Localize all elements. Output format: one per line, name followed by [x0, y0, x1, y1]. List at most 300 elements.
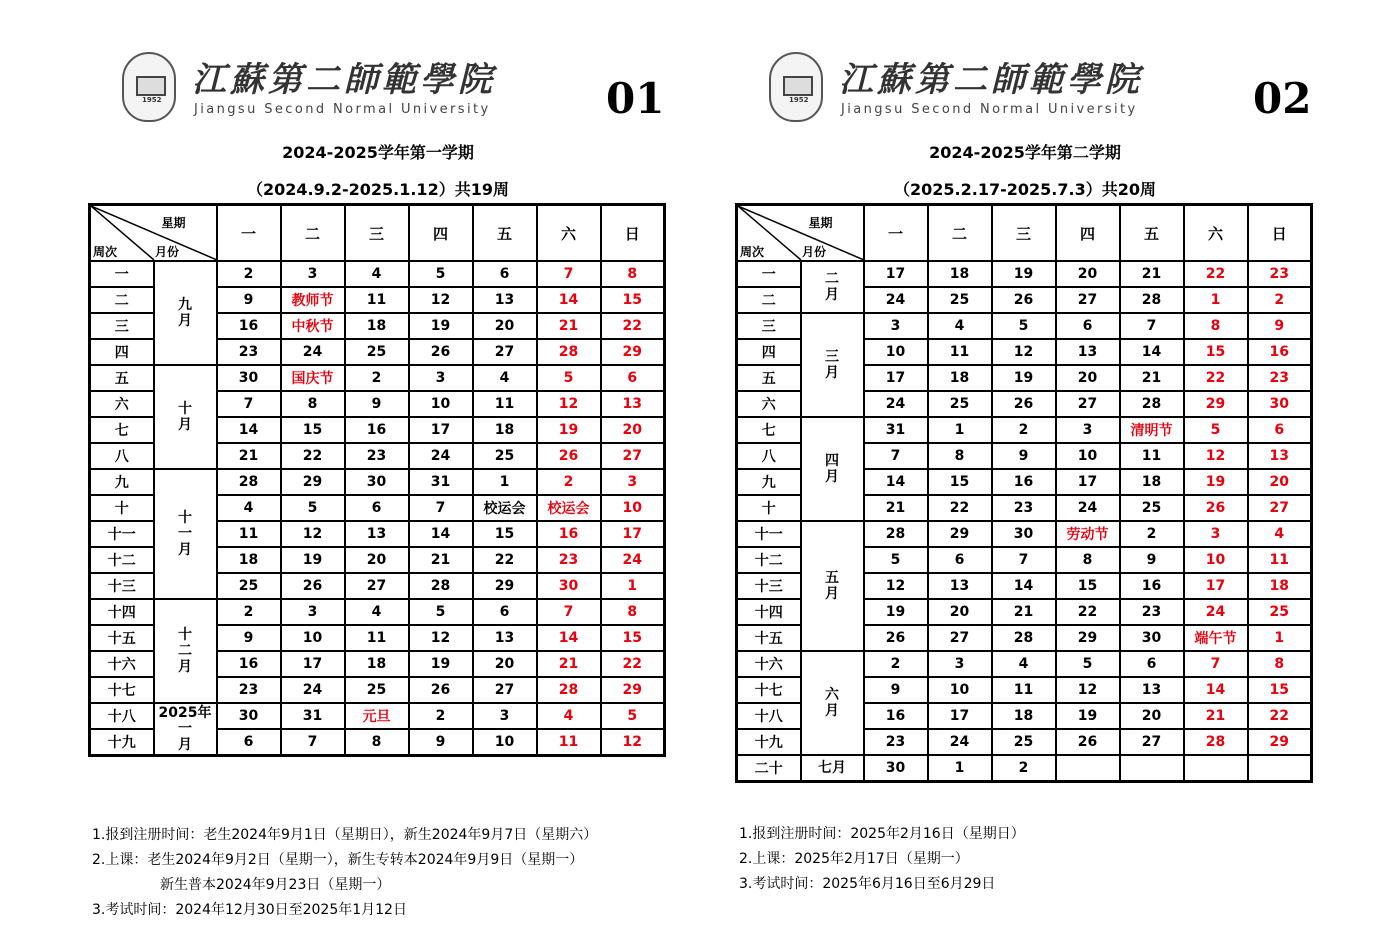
- corner-week-label: 周次: [93, 245, 118, 259]
- day-cell: 12: [1056, 677, 1120, 703]
- month-cell: [801, 521, 864, 651]
- day-cell: 20: [1056, 365, 1120, 391]
- day-cell: 22: [473, 547, 537, 573]
- weekday-header: 四: [1056, 205, 1120, 262]
- month-label: 2025年 一 月: [158, 705, 212, 753]
- day-cell: 28: [409, 573, 473, 599]
- day-cell: 3: [473, 703, 537, 729]
- day-cell: 14: [864, 469, 928, 495]
- month-label: 十 一 月: [178, 510, 192, 558]
- day-cell: 19: [1056, 703, 1120, 729]
- day-cell: 4: [473, 365, 537, 391]
- day-cell: 18: [1248, 573, 1312, 599]
- week-number-cell: 十二: [90, 547, 154, 573]
- university-name-en: Jiangsu Second Normal University: [841, 102, 1138, 117]
- day-cell: 2: [992, 417, 1056, 443]
- day-cell: 12: [409, 287, 473, 313]
- week-number-cell: 十四: [90, 599, 154, 625]
- day-cell: 4: [345, 261, 409, 287]
- table-row: [90, 261, 665, 287]
- day-cell: 29: [601, 339, 665, 365]
- semester-1-calendar-table: [88, 203, 666, 757]
- day-cell: 30: [864, 755, 928, 782]
- day-cell: 28: [992, 625, 1056, 651]
- day-cell: 5: [992, 313, 1056, 339]
- day-cell: 13: [1056, 339, 1120, 365]
- page-number: 02: [1253, 74, 1312, 123]
- semester-2-calendar-table: [735, 203, 1313, 783]
- day-cell: 23: [537, 547, 601, 573]
- day-cell: 25: [345, 677, 409, 703]
- university-name-en: Jiangsu Second Normal University: [194, 102, 491, 117]
- day-cell: 1: [1248, 625, 1312, 651]
- day-cell: 25: [473, 443, 537, 469]
- week-number-cell: 十八: [90, 703, 154, 729]
- day-cell: 20: [601, 417, 665, 443]
- day-cell: 7: [537, 261, 601, 287]
- day-cell: 15: [1248, 677, 1312, 703]
- week-number-cell: 四: [90, 339, 154, 365]
- day-cell: 1: [473, 469, 537, 495]
- day-cell: 15: [473, 521, 537, 547]
- day-cell: 1: [928, 755, 992, 782]
- day-cell: 22: [1184, 365, 1248, 391]
- day-cell: 24: [1056, 495, 1120, 521]
- table-row: [737, 651, 1312, 677]
- day-cell: 16: [537, 521, 601, 547]
- week-number-cell: 十六: [90, 651, 154, 677]
- day-cell: 26: [409, 339, 473, 365]
- week-number-cell: 六: [737, 391, 801, 417]
- day-cell: 16: [1120, 573, 1184, 599]
- day-cell: 11: [928, 339, 992, 365]
- day-cell: 14: [992, 573, 1056, 599]
- month-label: 五 月: [825, 570, 839, 602]
- day-cell: 20: [473, 651, 537, 677]
- day-cell: 2: [1248, 287, 1312, 313]
- day-cell: 7: [281, 729, 345, 756]
- table-row: [90, 469, 665, 495]
- day-cell: 12: [601, 729, 665, 756]
- weekday-header: 日: [1248, 205, 1312, 262]
- weekday-header: 二: [281, 205, 345, 262]
- table-row: [737, 521, 1312, 547]
- day-cell: 27: [928, 625, 992, 651]
- day-cell: 2: [217, 599, 281, 625]
- day-cell: 13: [928, 573, 992, 599]
- month-cell: [154, 703, 217, 756]
- day-cell: 15: [281, 417, 345, 443]
- month-label: 二 月: [825, 271, 839, 303]
- week-number-cell: 二: [737, 287, 801, 313]
- table-row: [90, 365, 665, 391]
- day-cell: 22: [1184, 261, 1248, 287]
- note-line: 1.报到注册时间：老生2024年9月1日（星期日），新生2024年9月7日（星期六）: [92, 827, 598, 843]
- day-cell: 校运会: [473, 495, 537, 521]
- week-number-cell: 一: [737, 261, 801, 287]
- day-cell: 22: [281, 443, 345, 469]
- day-cell: 28: [1120, 391, 1184, 417]
- day-cell: 7: [537, 599, 601, 625]
- day-cell: 23: [217, 339, 281, 365]
- day-cell: 13: [1248, 443, 1312, 469]
- day-cell: 16: [864, 703, 928, 729]
- day-cell: 3: [864, 313, 928, 339]
- day-cell: 6: [601, 365, 665, 391]
- day-cell: 22: [928, 495, 992, 521]
- day-cell: 30: [537, 573, 601, 599]
- day-cell: 31: [281, 703, 345, 729]
- month-cell: [154, 599, 217, 703]
- day-cell: 23: [217, 677, 281, 703]
- day-cell: 15: [1184, 339, 1248, 365]
- day-cell: 8: [345, 729, 409, 756]
- day-cell: 21: [864, 495, 928, 521]
- day-cell: 21: [1120, 261, 1184, 287]
- day-cell: 16: [992, 469, 1056, 495]
- day-cell: 12: [537, 391, 601, 417]
- month-label: 四 月: [825, 453, 839, 485]
- day-cell: 19: [992, 261, 1056, 287]
- day-cell: 11: [1248, 547, 1312, 573]
- month-cell: [154, 365, 217, 469]
- day-cell: 8: [1248, 651, 1312, 677]
- corner-header-cell: [90, 205, 217, 262]
- day-cell: 17: [281, 651, 345, 677]
- day-cell: 11: [473, 391, 537, 417]
- day-cell: 29: [281, 469, 345, 495]
- day-cell: 26: [992, 287, 1056, 313]
- day-cell: 25: [992, 729, 1056, 755]
- header-row: [90, 205, 665, 262]
- day-cell: 29: [1184, 391, 1248, 417]
- day-cell: [1184, 755, 1248, 782]
- day-cell: 24: [928, 729, 992, 755]
- day-cell: 26: [1056, 729, 1120, 755]
- corner-month-label: 月份: [155, 245, 180, 259]
- day-cell: 20: [928, 599, 992, 625]
- week-number-cell: 五: [737, 365, 801, 391]
- week-number-cell: 七: [90, 417, 154, 443]
- corner-weekday-label: 星期: [808, 216, 833, 230]
- day-cell: 16: [345, 417, 409, 443]
- day-cell: 14: [217, 417, 281, 443]
- day-cell: 24: [1184, 599, 1248, 625]
- month-cell: [154, 261, 217, 365]
- day-cell: 29: [601, 677, 665, 703]
- day-cell: 12: [992, 339, 1056, 365]
- day-cell: 29: [473, 573, 537, 599]
- day-cell: 18: [928, 365, 992, 391]
- day-cell: 9: [217, 625, 281, 651]
- day-cell: 4: [537, 703, 601, 729]
- day-cell: 5: [409, 599, 473, 625]
- week-number-cell: 十五: [90, 625, 154, 651]
- day-cell: 校运会: [537, 495, 601, 521]
- weekday-header: 日: [601, 205, 665, 262]
- day-cell: 16: [217, 313, 281, 339]
- day-cell: 29: [1248, 729, 1312, 755]
- day-cell: 12: [409, 625, 473, 651]
- day-cell: 26: [537, 443, 601, 469]
- day-cell: 23: [1248, 365, 1312, 391]
- day-cell: 14: [537, 625, 601, 651]
- month-label: 六 月: [825, 687, 839, 719]
- day-cell: 26: [1184, 495, 1248, 521]
- week-number-cell: 三: [90, 313, 154, 339]
- day-cell: 9: [409, 729, 473, 756]
- day-cell: 17: [928, 703, 992, 729]
- day-cell: 19: [1184, 469, 1248, 495]
- day-cell: 中秋节: [281, 313, 345, 339]
- day-cell: 2: [345, 365, 409, 391]
- day-cell: 28: [864, 521, 928, 547]
- day-cell: 10: [601, 495, 665, 521]
- day-cell: 2: [1120, 521, 1184, 547]
- week-number-cell: 五: [90, 365, 154, 391]
- semester-title: 2024-2025学年第一学期: [282, 143, 474, 162]
- day-cell: 30: [217, 703, 281, 729]
- day-cell: 30: [1120, 625, 1184, 651]
- day-cell: 19: [409, 651, 473, 677]
- day-cell: 8: [928, 443, 992, 469]
- page-number: 01: [606, 74, 665, 123]
- day-cell: 9: [992, 443, 1056, 469]
- day-cell: 15: [601, 287, 665, 313]
- week-number-cell: 十四: [737, 599, 801, 625]
- weekday-header: 四: [409, 205, 473, 262]
- day-cell: 教师节: [281, 287, 345, 313]
- week-number-cell: 六: [90, 391, 154, 417]
- day-cell: 21: [409, 547, 473, 573]
- day-cell: 10: [1056, 443, 1120, 469]
- day-cell: 3: [281, 599, 345, 625]
- day-cell: 1: [601, 573, 665, 599]
- day-cell: 22: [1248, 703, 1312, 729]
- note-line: 2.上课：2025年2月17日（星期一）: [739, 851, 969, 867]
- day-cell: 4: [345, 599, 409, 625]
- semester-range: （2025.2.17-2025.7.3）共20周: [894, 180, 1156, 199]
- note-line: 3.考试时间：2025年6月16日至6月29日: [739, 876, 996, 892]
- day-cell: 17: [864, 365, 928, 391]
- day-cell: 25: [928, 287, 992, 313]
- note-line: 2.上课：老生2024年9月2日（星期一），新生专转本2024年9月9日（星期一）: [92, 852, 584, 868]
- day-cell: 30: [217, 365, 281, 391]
- university-seal-icon: 1952: [769, 52, 823, 122]
- day-cell: [1056, 755, 1120, 782]
- note-line: 3.考试时间：2024年12月30日至2025年1月12日: [92, 902, 407, 918]
- day-cell: 6: [217, 729, 281, 756]
- week-number-cell: 十六: [737, 651, 801, 677]
- day-cell: 14: [537, 287, 601, 313]
- day-cell: 13: [473, 625, 537, 651]
- day-cell: 17: [1056, 469, 1120, 495]
- day-cell: 21: [217, 443, 281, 469]
- day-cell: 27: [601, 443, 665, 469]
- day-cell: 28: [1184, 729, 1248, 755]
- day-cell: 8: [281, 391, 345, 417]
- day-cell: 14: [409, 521, 473, 547]
- table-row: [737, 261, 1312, 287]
- day-cell: 8: [1184, 313, 1248, 339]
- week-number-cell: 十二: [737, 547, 801, 573]
- day-cell: 26: [409, 677, 473, 703]
- day-cell: 24: [601, 547, 665, 573]
- day-cell: 7: [1184, 651, 1248, 677]
- day-cell: 26: [992, 391, 1056, 417]
- day-cell: 28: [537, 339, 601, 365]
- day-cell: 15: [1056, 573, 1120, 599]
- day-cell: 24: [281, 677, 345, 703]
- day-cell: 20: [1120, 703, 1184, 729]
- week-number-cell: 十一: [737, 521, 801, 547]
- day-cell: 22: [1056, 599, 1120, 625]
- day-cell: 27: [473, 677, 537, 703]
- day-cell: 17: [601, 521, 665, 547]
- semester-1-notes: [92, 823, 597, 923]
- weekday-header: 三: [992, 205, 1056, 262]
- day-cell: 20: [1248, 469, 1312, 495]
- week-number-cell: 十三: [737, 573, 801, 599]
- month-cell: [154, 469, 217, 599]
- day-cell: 22: [601, 651, 665, 677]
- day-cell: 20: [345, 547, 409, 573]
- day-cell: 11: [345, 287, 409, 313]
- day-cell: 19: [409, 313, 473, 339]
- day-cell: 6: [473, 261, 537, 287]
- month-label: 十 二 月: [178, 627, 192, 675]
- day-cell: 19: [537, 417, 601, 443]
- day-cell: 20: [1056, 261, 1120, 287]
- week-number-cell: 二十: [737, 755, 801, 782]
- week-number-cell: 十七: [737, 677, 801, 703]
- day-cell: 30: [345, 469, 409, 495]
- day-cell: 9: [345, 391, 409, 417]
- week-number-cell: 十一: [90, 521, 154, 547]
- day-cell: 5: [601, 703, 665, 729]
- day-cell: 13: [601, 391, 665, 417]
- day-cell: 21: [1184, 703, 1248, 729]
- week-number-cell: 十三: [90, 573, 154, 599]
- day-cell: 9: [864, 677, 928, 703]
- day-cell: 7: [409, 495, 473, 521]
- day-cell: 10: [409, 391, 473, 417]
- day-cell: 11: [345, 625, 409, 651]
- weekday-header: 五: [1120, 205, 1184, 262]
- day-cell: 18: [1120, 469, 1184, 495]
- note-line: 新生普本2024年9月23日（星期一）: [160, 877, 391, 893]
- day-cell: 25: [928, 391, 992, 417]
- week-number-cell: 九: [737, 469, 801, 495]
- day-cell: 27: [1056, 287, 1120, 313]
- table-row: [737, 313, 1312, 339]
- day-cell: 29: [928, 521, 992, 547]
- day-cell: 29: [1056, 625, 1120, 651]
- week-number-cell: 十九: [737, 729, 801, 755]
- day-cell: 11: [1120, 443, 1184, 469]
- month-cell: [801, 261, 864, 313]
- day-cell: 4: [992, 651, 1056, 677]
- week-number-cell: 二: [90, 287, 154, 313]
- day-cell: 7: [992, 547, 1056, 573]
- day-cell: 31: [864, 417, 928, 443]
- day-cell: 5: [409, 261, 473, 287]
- day-cell: 26: [281, 573, 345, 599]
- day-cell: 15: [928, 469, 992, 495]
- week-number-cell: 十五: [737, 625, 801, 651]
- corner-week-label: 周次: [740, 245, 765, 259]
- day-cell: 5: [864, 547, 928, 573]
- day-cell: 18: [345, 313, 409, 339]
- day-cell: 3: [409, 365, 473, 391]
- header-row: [737, 205, 1312, 262]
- day-cell: 4: [217, 495, 281, 521]
- week-number-cell: 四: [737, 339, 801, 365]
- day-cell: 11: [537, 729, 601, 756]
- day-cell: 17: [1184, 573, 1248, 599]
- day-cell: 劳动节: [1056, 521, 1120, 547]
- day-cell: 27: [473, 339, 537, 365]
- day-cell: 3: [928, 651, 992, 677]
- university-name-cn: 江蘇第二師範學院: [839, 60, 1143, 100]
- month-label: 七月: [818, 760, 846, 776]
- day-cell: 1: [928, 417, 992, 443]
- day-cell: 18: [473, 417, 537, 443]
- day-cell: 7: [1120, 313, 1184, 339]
- week-number-cell: 七: [737, 417, 801, 443]
- day-cell: 13: [473, 287, 537, 313]
- day-cell: 2: [409, 703, 473, 729]
- day-cell: 27: [1120, 729, 1184, 755]
- month-label: 九 月: [178, 297, 192, 329]
- day-cell: 23: [864, 729, 928, 755]
- university-seal-icon: 1952: [122, 52, 176, 122]
- day-cell: 24: [864, 287, 928, 313]
- week-number-cell: 一: [90, 261, 154, 287]
- day-cell: 1: [1184, 287, 1248, 313]
- day-cell: 2: [992, 755, 1056, 782]
- day-cell: 18: [217, 547, 281, 573]
- semester-range: （2024.9.2-2025.1.12）共19周: [247, 180, 509, 199]
- university-name-cn: 江蘇第二師範學院: [192, 60, 496, 100]
- day-cell: 5: [537, 365, 601, 391]
- month-cell: [801, 417, 864, 521]
- day-cell: 9: [217, 287, 281, 313]
- day-cell: 6: [1248, 417, 1312, 443]
- day-cell: 23: [1120, 599, 1184, 625]
- day-cell: 14: [1120, 339, 1184, 365]
- day-cell: 16: [217, 651, 281, 677]
- day-cell: 3: [1184, 521, 1248, 547]
- day-cell: 11: [992, 677, 1056, 703]
- day-cell: 23: [992, 495, 1056, 521]
- corner-month-label: 月份: [802, 245, 827, 259]
- table-row: [90, 599, 665, 625]
- week-number-cell: 十: [737, 495, 801, 521]
- day-cell: 19: [864, 599, 928, 625]
- day-cell: 24: [409, 443, 473, 469]
- day-cell: 25: [217, 573, 281, 599]
- day-cell: 3: [601, 469, 665, 495]
- day-cell: 8: [1056, 547, 1120, 573]
- semester-title: 2024-2025学年第二学期: [929, 143, 1121, 162]
- day-cell: 20: [473, 313, 537, 339]
- weekday-header: 六: [1184, 205, 1248, 262]
- day-cell: 14: [1184, 677, 1248, 703]
- day-cell: 5: [1056, 651, 1120, 677]
- day-cell: 17: [864, 261, 928, 287]
- week-number-cell: 十八: [737, 703, 801, 729]
